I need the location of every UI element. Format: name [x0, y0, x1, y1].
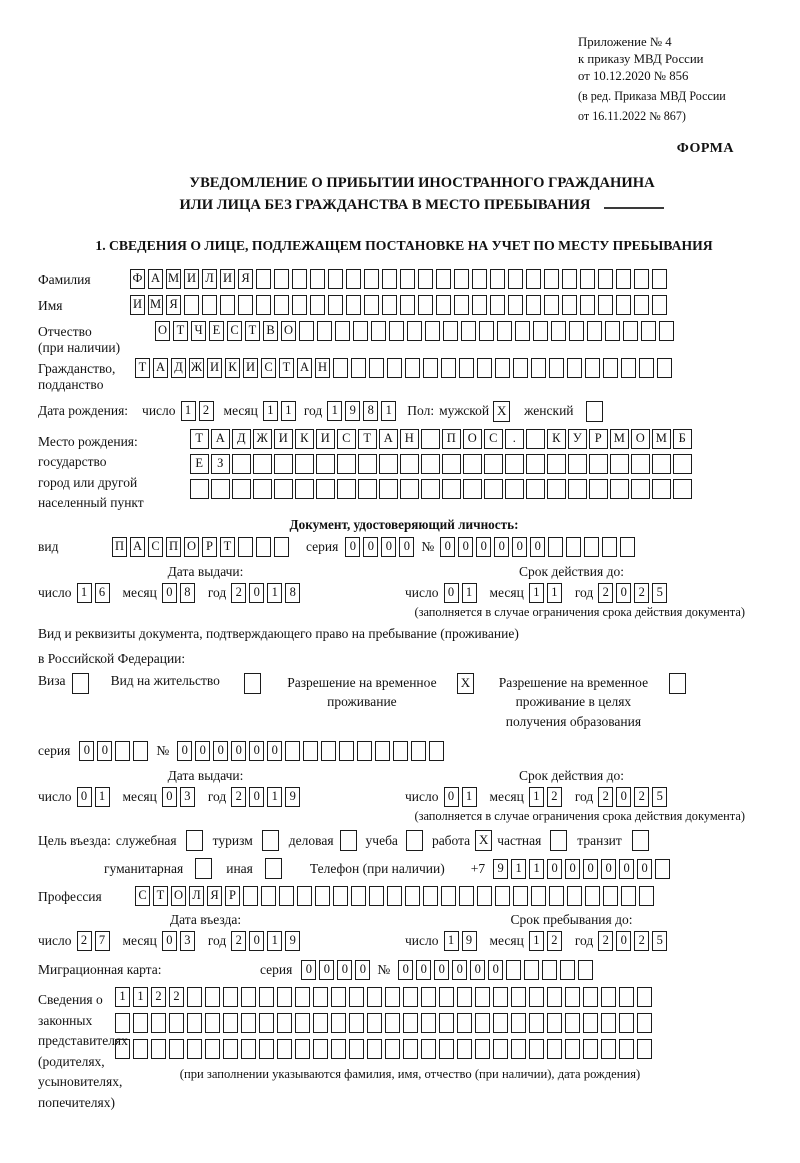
birth-year-input[interactable]: 1 9 8 1 [327, 401, 399, 421]
doc-kind-label: вид [38, 538, 59, 554]
sex-male-label: мужской [439, 403, 490, 419]
representatives-input-row1[interactable]: 1 1 2 2 [115, 987, 655, 1007]
rvp-issue-day-input[interactable]: 0 1 [77, 787, 113, 807]
doc-issue-group [38, 583, 373, 603]
year-label: год [207, 584, 227, 600]
stay-day-input[interactable]: 1 9 [444, 931, 480, 951]
purpose-private-checkbox[interactable] [550, 830, 567, 851]
entry-date-heading: Дата въезда: [169, 912, 242, 928]
citizenship-label-line1: Гражданство, [38, 360, 116, 376]
day-label: число [142, 403, 176, 419]
doc-valid-year-input[interactable]: 2 0 2 5 [598, 583, 670, 603]
purpose-extra-phone-row [38, 858, 770, 879]
birth-place-row [38, 429, 770, 514]
doc-dates-row [38, 583, 770, 603]
title-line2-wrap [74, 195, 770, 217]
rvp-issue-group [38, 787, 373, 807]
section1-heading: 1. СВЕДЕНИЯ О ЛИЦЕ, ПОДЛЕЖАЩЕМ ПОСТАНОВКЕ НА УЧЕТ ПО МЕСТУ ПРЕБЫВАНИЯ [95, 237, 713, 253]
representatives-label-line: попечителях) [38, 1094, 115, 1110]
purpose-study-checkbox[interactable] [406, 830, 423, 851]
sex-female-checkbox[interactable] [586, 401, 603, 422]
edition-line: от 16.11.2022 № 867) [578, 108, 686, 123]
doc-kind-input[interactable]: П А С П О Р Т [112, 537, 292, 557]
citizenship-label-line2: подданство [38, 376, 104, 392]
form-label: ФОРМА [676, 140, 734, 156]
entry-dates-headings [38, 912, 770, 928]
purpose-work-checkbox[interactable]: X [475, 830, 492, 851]
year-label: год [207, 933, 227, 949]
sex-male-checkbox[interactable]: X [493, 401, 510, 422]
identity-doc-heading: Документ, удостоверяющий личность: [289, 516, 519, 532]
option-temp-residence [281, 673, 474, 712]
purpose-official-checkbox[interactable] [186, 830, 203, 851]
title-blank-underline [604, 207, 664, 209]
title-line2: ИЛИ ЛИЦА БЕЗ ГРАЖДАНСТВА В МЕСТО ПРЕБЫВАНИЯ [179, 196, 591, 213]
visa-checkbox[interactable] [72, 673, 89, 694]
phone-label: Телефон (при наличии) [309, 860, 445, 876]
patronymic-label-line2: (при наличии) [38, 339, 121, 355]
migration-series-input[interactable]: 0 0 0 0 [301, 960, 373, 980]
birth-date-label: Дата рождения: [38, 403, 129, 419]
year-label: год [303, 403, 323, 419]
birth-date-row [38, 401, 770, 422]
doc-issue-month-input[interactable]: 0 8 [162, 583, 198, 603]
doc-issue-heading: Дата выдачи: [167, 563, 244, 579]
migration-card-label: Миграционная карта: [38, 962, 162, 978]
doc-valid-group [405, 583, 670, 603]
appendix-line: к приказу МВД России [578, 52, 704, 67]
entry-day-input[interactable]: 2 7 [77, 931, 113, 951]
stay-until-group [405, 931, 670, 951]
sex-female-label: женский [524, 403, 574, 419]
purpose-business-checkbox[interactable] [340, 830, 357, 851]
entry-year-input[interactable]: 2 0 1 9 [231, 931, 303, 951]
migration-number-input[interactable]: 0 0 0 0 0 0 [398, 960, 596, 980]
appendix-line: Приложение № 4 [578, 35, 672, 49]
rvp-valid-heading: Срок действия до: [519, 768, 624, 784]
profession-label: Профессия [38, 889, 102, 905]
birth-place-label [38, 429, 190, 514]
birth-place-label-line: населенный пункт [38, 495, 144, 511]
doc-series-input[interactable]: 0 0 0 0 [345, 537, 417, 557]
doc-dates-headings [38, 564, 770, 580]
migration-number-label: № [377, 962, 391, 978]
visit-purpose-label: Цель въезда: [38, 832, 111, 848]
rvp-issue-heading: Дата выдачи: [167, 768, 244, 784]
patronymic-input[interactable]: О Т Ч Е С Т В О [155, 321, 677, 341]
day-label: число [405, 789, 439, 805]
doc-series-label: серия [306, 538, 339, 554]
month-label: месяц [223, 403, 258, 419]
representatives-label-line: усыновителях, [38, 1074, 123, 1090]
doc-valid-day-input[interactable]: 0 1 [444, 583, 480, 603]
option-residence-permit-label: Вид на жительство [110, 672, 220, 688]
identity-doc-row [38, 537, 770, 557]
representatives-label-line: (родителях, [38, 1053, 105, 1069]
profession-row [38, 886, 770, 906]
surname-label: Фамилия [38, 271, 91, 287]
month-label: месяц [489, 584, 524, 600]
option-temp-residence-label: Разрешение на временное проживание [287, 674, 437, 710]
month-label: месяц [122, 933, 157, 949]
phone-prefix: +7 [470, 860, 486, 876]
citizenship-row [38, 358, 770, 393]
year-label: год [574, 789, 594, 805]
entry-date-group [38, 931, 373, 951]
purpose-humanitarian-checkbox[interactable] [195, 858, 212, 879]
birth-day-input[interactable]: 1 2 [181, 401, 217, 421]
residence-doc-series-row [38, 741, 770, 761]
birth-place-label-line: город или другой [38, 474, 138, 490]
citizenship-label [38, 358, 135, 393]
day-label: число [38, 789, 72, 805]
residence-doc-intro1: Вид и реквизиты документа, подтверждающего право на пребывание (проживание) [38, 625, 519, 641]
month-label: месяц [122, 789, 157, 805]
doc-issue-year-input[interactable]: 2 0 1 8 [231, 583, 303, 603]
doc-valid-heading: Срок действия до: [519, 563, 624, 579]
rvp-dates-row [38, 787, 770, 807]
rvp-valid-month-input[interactable]: 1 2 [529, 787, 565, 807]
purpose-tourism-checkbox[interactable] [262, 830, 279, 851]
year-label: год [207, 789, 227, 805]
option-visa-label: Виза [38, 672, 66, 688]
representatives-label-line: представителях [38, 1033, 128, 1049]
doc-number-label: № [421, 538, 435, 554]
doc-valid-month-input[interactable]: 1 1 [529, 583, 565, 603]
purpose-other-checkbox[interactable] [265, 858, 282, 879]
name-label: Имя [38, 297, 63, 313]
representatives-label-line: Сведения о [38, 992, 103, 1008]
year-label: год [574, 584, 594, 600]
option-visa [38, 673, 89, 694]
rvp-series-label: серия [38, 743, 71, 759]
surname-input[interactable]: Ф А М И Л И Я [130, 269, 670, 289]
option-temp-residence-education [492, 673, 686, 732]
phone-input[interactable]: 9 1 1 0 0 0 0 0 0 [493, 859, 673, 879]
doc-number-input[interactable]: 0 0 0 0 0 0 [440, 537, 638, 557]
name-row [38, 295, 770, 315]
doc-issue-day-input[interactable]: 1 6 [77, 583, 113, 603]
representatives-label [38, 987, 128, 1113]
rvp-number-input[interactable]: 0 0 0 0 0 0 [177, 741, 447, 761]
purpose-private-label: частная [497, 832, 542, 848]
entry-dates-row [38, 931, 770, 951]
option-temp-residence-education-label: Разрешение на временное проживание в целях получения образования [498, 674, 649, 729]
purpose-work-label: работа [431, 832, 471, 848]
purpose-transit-checkbox[interactable] [632, 830, 649, 851]
name-input[interactable]: И М Я [130, 295, 670, 315]
entry-month-input[interactable]: 0 3 [162, 931, 198, 951]
rvp-dates-headings [38, 768, 770, 784]
representatives-note: (при заполнении указываются фамилия, имя, отчество (при наличии), дата рождения) [179, 1067, 641, 1082]
birth-place-input-row2[interactable]: Е З [190, 454, 694, 474]
doc-validity-note: (заполняется в случае ограничения срока действия документа) [414, 604, 745, 619]
temp-residence-education-checkbox[interactable] [669, 673, 686, 694]
page-title [38, 173, 770, 217]
day-label: число [405, 584, 439, 600]
purpose-study-label: учеба [365, 832, 398, 848]
birth-place-inputs [190, 429, 694, 503]
month-label: месяц [122, 584, 157, 600]
residence-permit-checkbox[interactable] [244, 673, 261, 694]
residence-doc-options [38, 673, 770, 732]
patronymic-label [38, 321, 155, 356]
rvp-valid-year-input[interactable]: 2 0 2 5 [598, 787, 670, 807]
surname-row [38, 269, 770, 289]
rvp-valid-group [405, 787, 670, 807]
option-residence-permit [111, 673, 261, 694]
purpose-business-label: деловая [288, 832, 334, 848]
rvp-issue-month-input[interactable]: 0 3 [162, 787, 198, 807]
patronymic-label-line1: Отчество [38, 323, 92, 339]
appendix-block [578, 34, 770, 124]
rvp-validity-note: (заполняется в случае ограничения срока действия документа) [414, 809, 745, 824]
representatives-row [38, 987, 770, 1113]
birth-place-label-line: Место рождения: [38, 433, 138, 449]
stay-year-input[interactable]: 2 0 2 5 [598, 931, 670, 951]
migration-series-label: серия [260, 962, 293, 978]
rvp-issue-year-input[interactable]: 2 0 1 9 [231, 787, 303, 807]
stay-until-heading: Срок пребывания до: [510, 912, 633, 928]
appendix-line: от 10.12.2020 № 856 [578, 69, 689, 84]
day-label: число [38, 933, 72, 949]
representatives-input-row3[interactable] [115, 1039, 655, 1059]
day-label: число [405, 933, 439, 949]
temp-residence-checkbox[interactable]: X [457, 673, 474, 694]
migration-card-row [38, 960, 770, 980]
purpose-official-label: служебная [115, 832, 177, 848]
residence-doc-intro2: в Российской Федерации: [38, 650, 186, 666]
profession-input[interactable]: С Т О Л Я Р [135, 886, 657, 906]
year-label: год [574, 933, 594, 949]
purpose-humanitarian-label: гуманитарная [104, 860, 184, 876]
representatives-input-row2[interactable] [115, 1013, 655, 1033]
stay-month-input[interactable]: 1 2 [529, 931, 565, 951]
citizenship-input[interactable]: Т А Д Ж И К И С Т А Н [135, 358, 675, 378]
birth-place-input-row3[interactable] [190, 479, 694, 499]
rvp-number-label: № [156, 743, 170, 759]
edition-line: (в ред. Приказа МВД России [578, 89, 726, 104]
representatives-inputs [115, 987, 705, 1082]
birth-place-label-line: государство [38, 454, 107, 470]
representatives-label-line: законных [38, 1012, 93, 1028]
visit-purpose-row [38, 830, 770, 851]
purpose-other-label: иная [226, 860, 253, 876]
birth-month-input[interactable]: 1 1 [263, 401, 299, 421]
title-line1: УВЕДОМЛЕНИЕ О ПРИБЫТИИ ИНОСТРАННОГО ГРАЖДАНИНА [189, 174, 655, 191]
patronymic-row [38, 321, 770, 356]
purpose-tourism-label: туризм [212, 832, 253, 848]
day-label: число [38, 584, 72, 600]
rvp-valid-day-input[interactable]: 0 1 [444, 787, 480, 807]
rvp-series-input[interactable]: 0 0 [79, 741, 151, 761]
purpose-transit-label: транзит [577, 832, 622, 848]
month-label: месяц [489, 933, 524, 949]
month-label: месяц [489, 789, 524, 805]
birth-place-input-row1[interactable]: Т А Д Ж И К И С Т А Н П О С . К У Р М О М Б [190, 429, 694, 449]
sex-label: Пол: [407, 403, 435, 419]
